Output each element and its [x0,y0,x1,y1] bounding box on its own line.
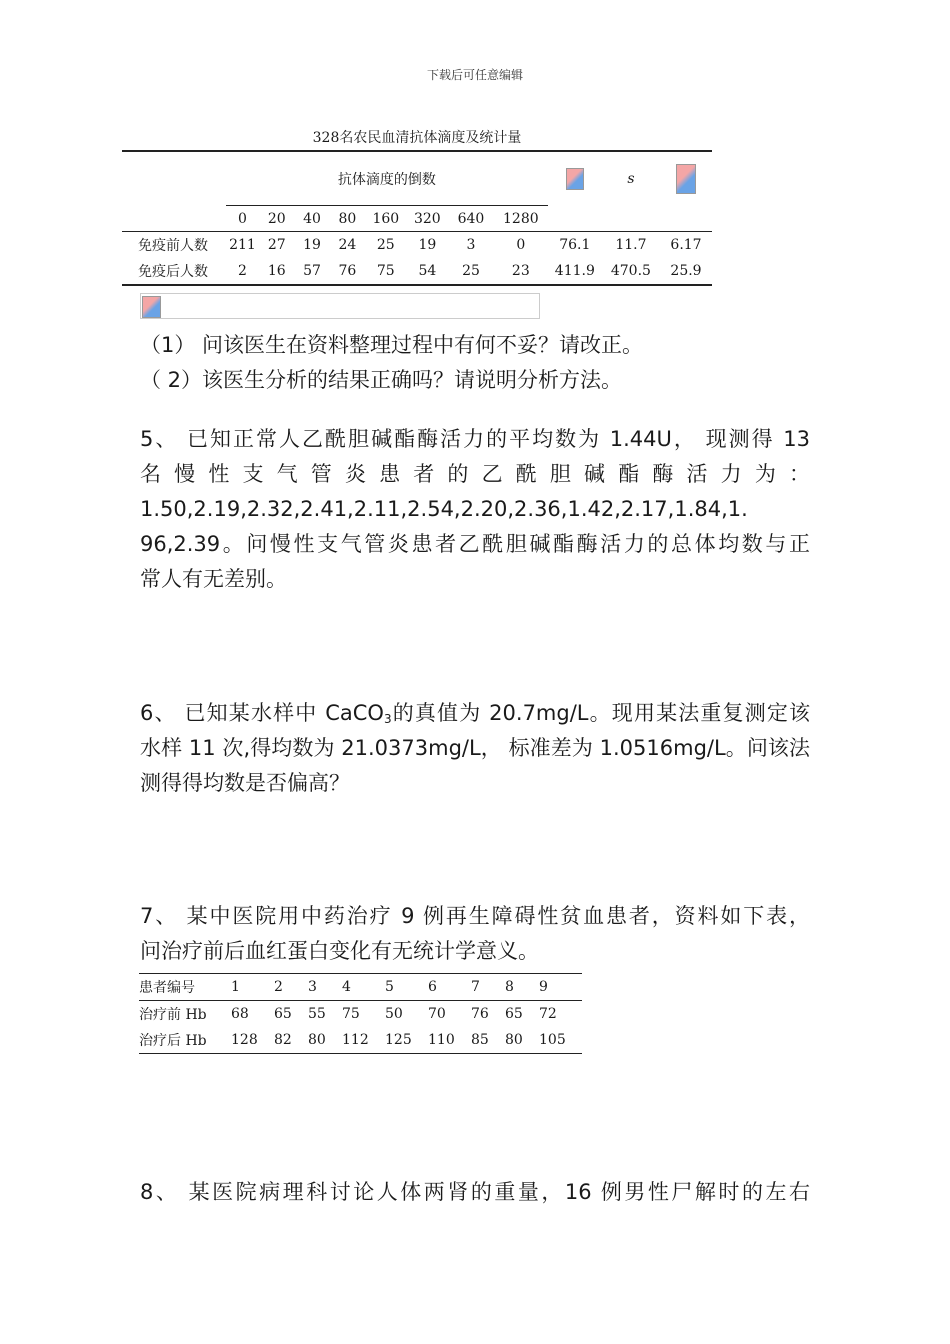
table-cell: 50 [385,1006,403,1022]
table-cell: 54 [418,263,437,279]
q5-line5: 常人有无差别。 [140,567,287,591]
table-row [139,1001,582,1028]
table-cell: 211 [229,237,256,253]
q6-line2: 水样 11 次,得均数为 21.0373mg/L， 标准差为 1.0516mg/L。问该法 [140,736,810,760]
patient-id: 6 [428,974,471,1001]
table-cell: 24 [338,237,357,253]
table-cell: 3 [466,237,476,253]
table-cell: 25.9 [670,263,702,279]
q5-line3: 1.50,2.19,2.32,2.41,2.11,2.54,2.20,2.36,1.42,2.17,1.84,1. [140,497,748,521]
q5-line4: 96,2.39。问慢性支气管炎患者乙酰胆碱酯酶活力的总体均数与正 [140,532,810,556]
table-cell: 411.9 [554,263,595,279]
patient-id: 7 [471,974,505,1001]
table-cell: 112 [342,1032,369,1048]
table-row [122,232,712,259]
table-cell: 80 [505,1032,523,1048]
table-cell: 0 [516,237,526,253]
patient-id: 8 [505,974,539,1001]
table-cell: 76 [471,1006,489,1022]
titer-header: 1280 [494,206,548,232]
table-cell: 85 [471,1032,489,1048]
table-cell: 68 [231,1006,249,1022]
q8-line1: 8、 某医院病理科讨论人体两肾的重量，16 例男性尸解时的左右 [140,1180,810,1204]
table-cell: 470.5 [610,263,651,279]
table-cell: 82 [274,1032,292,1048]
antibody-titer-table [122,150,712,286]
table-cell: 6.17 [670,237,702,253]
patient-id: 5 [385,974,428,1001]
table-cell: 11.7 [615,237,647,253]
hb-treatment-table [139,973,582,1054]
q6-line1-pre: 6、 已知某水样中 CaCO [140,701,384,725]
table-row [139,1027,582,1054]
embedded-image-frame [140,293,540,319]
table-row [122,258,712,285]
row-label: 治疗前 Hb [139,1007,207,1023]
patient-id: 4 [342,974,385,1001]
table-cell: 125 [385,1032,412,1048]
table-cell: 16 [267,263,286,279]
table-cell: 57 [303,263,321,279]
table-cell: 25 [376,237,395,253]
q5-line2: 名慢性支气管炎患者的乙酰胆碱酯酶活力为： [140,462,810,486]
group-header: 抗体滴度的倒数 [226,151,548,206]
table-cell: 76 [338,263,357,279]
patient-id: 3 [308,974,342,1001]
table-cell: 65 [274,1006,292,1022]
patient-id: 2 [274,974,308,1001]
table-cell: 2 [238,263,247,279]
titer-header: 80 [330,206,365,232]
titer-header: 160 [365,206,407,232]
q6-line3: 测得得均数是否偏高？ [140,771,350,795]
image-placeholder-icon [142,296,161,318]
q5-line1: 5、 已知正常人乙酰胆碱酯酶活力的平均数为 1.44U， 现测得 13 [140,427,810,451]
titer-header: 0 [226,206,259,232]
q6-line1-post: 的真值为 20.7mg/L。现用某法重复测定该 [391,701,811,725]
titer-header: 40 [294,206,329,232]
titer-header: 20 [259,206,294,232]
mean-symbol-image-icon [566,168,584,190]
page-header: 下载后可任意编辑 [426,68,523,82]
table-cell: 25 [462,263,480,279]
stat-s-label: s [627,170,635,187]
table-cell: 23 [511,263,530,279]
q4-part2: （ 2）该医生分析的结果正确吗？请说明分析方法。 [140,368,623,392]
titer-header: 640 [448,206,494,232]
table-cell: 76.1 [559,237,591,253]
table-cell: 19 [418,237,437,253]
table-cell: 110 [428,1032,455,1048]
table-cell: 27 [267,237,286,253]
table-cell: 75 [342,1006,360,1022]
row-label: 免疫前人数 [138,238,208,254]
table-cell: 72 [539,1006,557,1022]
table-cell: 75 [376,263,395,279]
table-cell: 65 [505,1006,523,1022]
q7-line1: 7、 某中医院用中药治疗 9 例再生障碍性贫血患者，资料如下表， [140,904,810,928]
patient-id: 9 [539,974,582,1001]
q4-part1: （1） 问该医生在资料整理过程中有何不妥？请改正。 [140,333,644,357]
table-row [139,974,582,1001]
table-cell: 19 [303,237,321,253]
titer-header: 320 [407,206,449,232]
patient-id: 1 [231,974,274,1001]
table-cell: 105 [539,1032,566,1048]
header-label: 患者编号 [139,974,231,1001]
q6-subscript: 3 [383,712,392,726]
table1-title: 328名农民血清抗体滴度及统计量 [312,130,522,146]
row-label: 治疗后 Hb [139,1033,207,1049]
table-cell: 55 [308,1006,326,1022]
row-label: 免疫后人数 [138,264,208,280]
geo-mean-symbol-image-icon [676,164,696,194]
q7-line2: 问治疗前后血红蛋白变化有无统计学意义。 [140,939,539,963]
table-cell: 80 [308,1032,326,1048]
table-cell: 128 [231,1032,258,1048]
table-cell: 70 [428,1006,446,1022]
